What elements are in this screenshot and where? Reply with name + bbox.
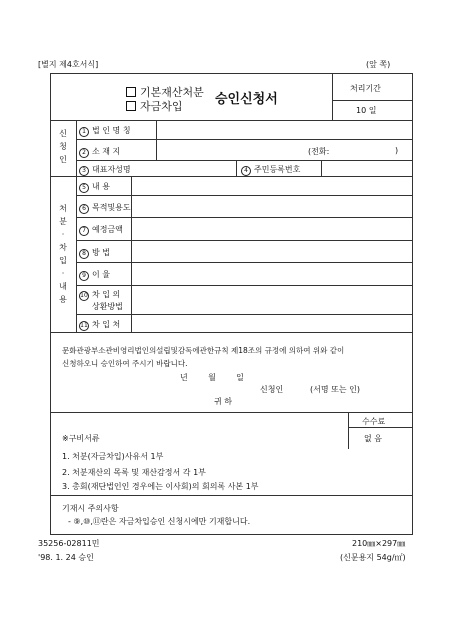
divider (50, 176, 413, 177)
circled-number: 10 (80, 292, 88, 299)
divider (332, 73, 333, 120)
content-item (79, 202, 131, 214)
notes-text: - ⑨,⑩,⑪란은 자금차입승인 신청시에만 기재합니다. (68, 517, 251, 526)
approval-date: '98. 1. 24 승인 (38, 553, 94, 562)
divider (131, 176, 132, 332)
divider (348, 427, 413, 428)
divider (76, 195, 413, 196)
paper-type: (신문용지 54g/㎡) (340, 553, 406, 562)
divider (321, 160, 322, 176)
fee-value: 없 음 (364, 434, 382, 443)
field-label: 주민등록번호 (254, 165, 301, 174)
divider (50, 412, 413, 413)
divider (156, 120, 157, 161)
signature-hint: (서명 또는 인) (310, 385, 360, 394)
divider (76, 314, 413, 315)
field-label: 대표자성명 (92, 165, 131, 174)
circled-number: 11 (80, 322, 88, 329)
divider (332, 100, 413, 101)
divider (76, 240, 413, 241)
form-code: 35256-02811민 (38, 539, 100, 548)
content-item (79, 247, 110, 259)
recipient-label: 귀 하 (214, 397, 232, 406)
resident-number-label (241, 164, 300, 176)
declaration-line2: 신청하오니 승인하여 주시기 바랍니다. (62, 359, 188, 368)
field-label: 소 재 지 (92, 147, 121, 156)
option-borrowing-label: 자금차입 (140, 100, 183, 113)
divider (76, 139, 413, 140)
field-label: 내 용 (92, 182, 110, 191)
paper-size: 210㎜×297㎜ (352, 539, 406, 548)
representative-label (79, 164, 131, 176)
phone-close: ) (395, 146, 399, 155)
processing-period-value: 10 일 (356, 106, 377, 115)
corp-name-label (79, 125, 131, 137)
circled-number: 7 (79, 226, 89, 236)
field-label: 차 입 의 (92, 290, 121, 299)
declaration-line1: 문화관광부소관비영리법인의설립및감독에관한규칙 제18조의 규정에 의하여 위와 같이 (62, 346, 345, 355)
circled-number: 4 (241, 166, 251, 176)
address-label (79, 146, 120, 158)
disposal-checkbox[interactable] (126, 87, 136, 97)
field-label-line2: 상환방법 (92, 302, 123, 311)
divider (76, 217, 413, 218)
option-borrowing[interactable] (126, 98, 183, 114)
fee-label: 수수료 (362, 417, 386, 426)
field-label: 이 율 (92, 270, 110, 279)
circled-number: 3 (79, 166, 89, 176)
content-section-label: 처 분 · 차 입 · 내 용 (59, 204, 67, 304)
document-item: 2. 처분재산의 목록 및 재산감정서 각 1부 (62, 468, 206, 477)
application-date: 년 월 일 (180, 373, 244, 382)
applicant-section-label: 신청인 (59, 129, 67, 164)
circled-number: 5 (79, 183, 89, 193)
divider (76, 285, 413, 286)
applicant-signature-label: 신청인 (260, 385, 284, 394)
divider (236, 160, 237, 176)
divider (76, 120, 77, 332)
front-side-label: (앞 쪽) (366, 60, 391, 69)
phone-label: (전화: (308, 147, 330, 156)
divider (76, 262, 413, 263)
content-item (79, 181, 110, 193)
borrowing-checkbox[interactable] (126, 101, 136, 111)
divider (348, 412, 349, 449)
document-item: 1. 처분(자금차입)사유서 1부 (62, 452, 164, 461)
circled-number: 1 (79, 127, 89, 137)
document-item: 3. 총회(재단법인인 경우에는 이사회)의 회의록 사본 1부 (62, 482, 259, 491)
content-item (79, 319, 120, 331)
circled-number: 2 (79, 148, 89, 158)
field-label: 방 법 (92, 248, 110, 257)
circled-number: 8 (79, 249, 89, 259)
documents-title: ※구비서류 (62, 434, 100, 443)
field-label: 목적및용도 (92, 203, 131, 212)
circled-number: 9 (79, 271, 89, 281)
notes-title: 기재시 주의사항 (62, 504, 119, 513)
circled-number: 6 (79, 204, 89, 214)
processing-period-label: 처리기간 (350, 84, 381, 93)
field-label: 차 입 처 (92, 320, 121, 329)
field-label: 예정금액 (92, 225, 123, 234)
field-label: 법 인 명 칭 (92, 126, 131, 135)
divider (50, 120, 413, 121)
document-title: 승인신청서 (215, 92, 278, 107)
option-disposal-label: 기본재산처분 (140, 86, 204, 99)
divider (50, 332, 413, 333)
form-number: [별지 제4호서식] (38, 60, 99, 69)
content-item (79, 289, 120, 301)
divider (50, 495, 413, 496)
content-item (79, 269, 110, 281)
divider (76, 160, 413, 161)
content-item (79, 224, 123, 236)
